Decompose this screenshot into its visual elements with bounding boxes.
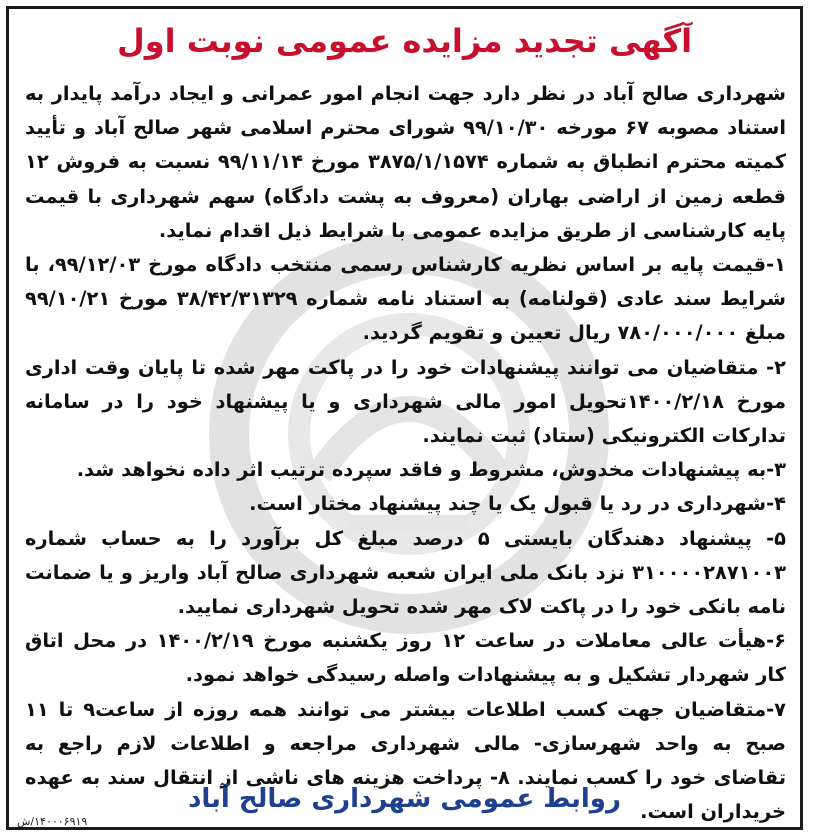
- clause-3: ۳-به پیشنهادات مخدوش، مشروط و فاقد سپرده ترتیب اثر داده نخواهد شد.: [76, 458, 786, 482]
- clause-2: ۲- متقاضیان می توانند پیشنهادات خود را در پاکت مهر شده تا پایان وقت اداری مورخ ۱۴۰۰/۲/۱۸تحویل امور مالی شهرداری و یا پیشنهاد خود را در سامانه تدارکات الکترونیکی (ستاد) ثبت نمایند.: [25, 355, 786, 448]
- notice-title: آگهی تجدید مزایده عمومی نوبت اول: [116, 22, 693, 60]
- clause-4: ۴-شهرداری در رد یا قبول یک یا چند پیشنهاد مختار است.: [249, 492, 786, 516]
- clause-6: ۶-هیأت عالی معاملات در ساعت ۱۲ روز یکشنبه مورخ ۱۴۰۰/۲/۱۹ در محل اتاق کار شهردار تشکیل و به پیشنهادات واصله رسیدگی خواهد نمود.: [25, 629, 786, 687]
- notice-frame: [6, 6, 803, 830]
- clause-1: ۱-قیمت پایه بر اساس نظریه کارشناس رسمی منتخب دادگاه مورخ ۹۹/۱۲/۰۳، با شرایط سند عادی (قولنامه) به استناد نامه شماره ۳۸/۴۲/۳۱۳۲۹ مورخ ۹۹/۱۰/۲۱ مبلغ ۷۸۰/۰۰۰/۰۰۰ ریال تعیین و تقویم گردید.: [25, 253, 787, 345]
- intro-paragraph: شهرداری صالح آباد در نظر دارد جهت انجام امور عمرانی و ایجاد درآمد پایدار به استناد مصوبه ۶۷ مورخه ۹۹/۱۰/۳۰ شورای محترم اسلامی شهر صالح آباد و تأیید کمیته محترم انطباق به شماره ۳۸۷۵/۱/۱۵۷۴ مورخ ۹۹/۱۱/۱۴ نسبت به فروش ۱۲ قطعه زمین از اراضی بهاران (معروف به پشت دادگاه) سهم شهرداری با قیمت پایه کارشناسی از طریق مزایده عمومی با شرایط ذیل اقدام نماید.: [25, 82, 787, 242]
- notice-body: [25, 77, 786, 829]
- reference-number: ۱۴۰۰۰۶۹۱۹/ش: [17, 815, 88, 828]
- clause-7-8: ۷-متقاضیان جهت کسب اطلاعات بیشتر می توانند همه روزه از ساعت۹ تا ۱۱ صبح به واحد شهرسازی- مالی شهرداری مراجعه و اطلاعات لازم راجع به تقاضای خود را کسب نمایند. ۸- پرداخت هزینه های ناشی از انتقال سند به عهده خریداران است.: [25, 697, 786, 824]
- clause-5: ۵- پیشنهاد دهندگان بایستی ۵ درصد مبلغ کل برآورد را به حساب شماره ۳۱۰۰۰۰۲۸۷۱۰۰۳ نزد بانک ملی ایران شعبه شهرداری صالح آباد واریز و یا ضمانت نامه بانکی خود را در پاکت لاک مهر شده تحویل شهرداری نمایید.: [25, 526, 786, 619]
- signature-line: روابط عمومی شهرداری صالح آباد: [188, 784, 621, 814]
